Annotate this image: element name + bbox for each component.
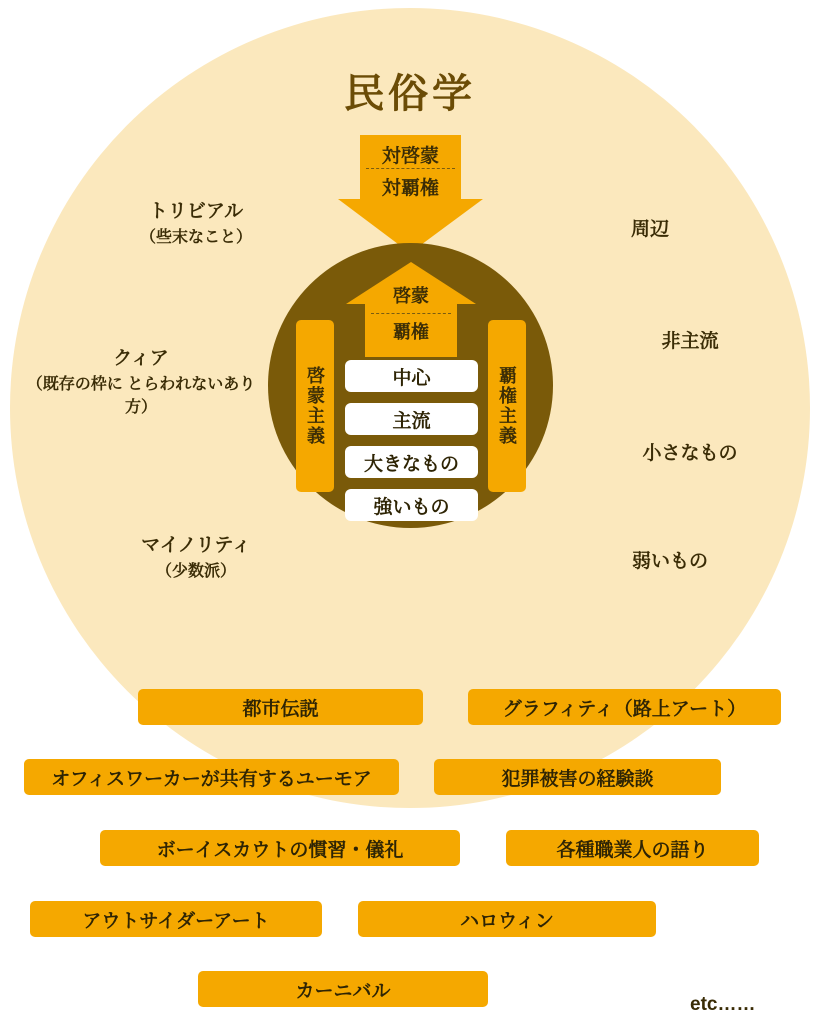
example-tag: ボーイスカウトの慣習・儀礼	[100, 830, 460, 866]
peripheral-main: クィア	[113, 348, 169, 369]
example-tag: 各種職業人の語り	[506, 830, 759, 866]
enlightenment-arrow	[346, 262, 476, 357]
core-concept-stack	[345, 360, 478, 532]
peripheral-label-periphery: 周辺	[630, 219, 669, 240]
peripheral-label-nonmainstream: 非主流	[661, 331, 719, 352]
example-tag: 犯罪被害の経験談	[434, 759, 721, 795]
outer-arrow-divider	[366, 168, 455, 169]
counter-enlightenment-arrow	[338, 135, 483, 253]
peripheral-label-weak: 弱いもの	[631, 551, 708, 572]
peripheral-label-minority	[96, 532, 296, 583]
example-tag: ハロウィン	[358, 901, 656, 937]
pillar-left-label: 啓蒙主義	[305, 366, 325, 446]
peripheral-sub: （少数派）	[155, 562, 236, 580]
pillar-right-label: 覇権主義	[497, 366, 517, 446]
page-title: 民俗学	[344, 72, 476, 116]
peripheral-main: トリビアル	[148, 201, 244, 222]
core-chip: 強いもの	[345, 489, 478, 521]
peripheral-sub: （既存の枠に とらわれないあり方）	[26, 375, 256, 416]
peripheral-label-trivial	[96, 198, 296, 249]
core-chip: 中心	[345, 360, 478, 392]
pillar-hegemony	[488, 320, 526, 492]
peripheral-label-small: 小さなもの	[642, 443, 738, 464]
inner-arrow-divider	[371, 313, 451, 314]
peripheral-label-queer	[26, 345, 256, 419]
peripheral-sub: （些末なこと）	[139, 228, 252, 246]
etc-label: etc……	[690, 994, 756, 1015]
core-chip: 主流	[345, 403, 478, 435]
example-tag: オフィスワーカーが共有するユーモア	[24, 759, 399, 795]
example-tag: アウトサイダーアート	[30, 901, 322, 937]
core-chip: 大きなもの	[345, 446, 478, 478]
example-tag: カーニバル	[198, 971, 488, 1007]
pillar-enlightenment	[296, 320, 334, 492]
peripheral-main: マイノリティ	[141, 535, 251, 556]
example-tag: 都市伝説	[138, 689, 423, 725]
outer-arrow-label-top: 対啓蒙	[381, 146, 439, 167]
inner-arrow-label-top: 啓蒙	[393, 286, 429, 306]
example-tag: グラフィティ（路上アート）	[468, 689, 781, 725]
outer-arrow-label-bottom: 対覇権	[381, 178, 439, 199]
inner-arrow-label-bottom: 覇権	[393, 322, 429, 342]
